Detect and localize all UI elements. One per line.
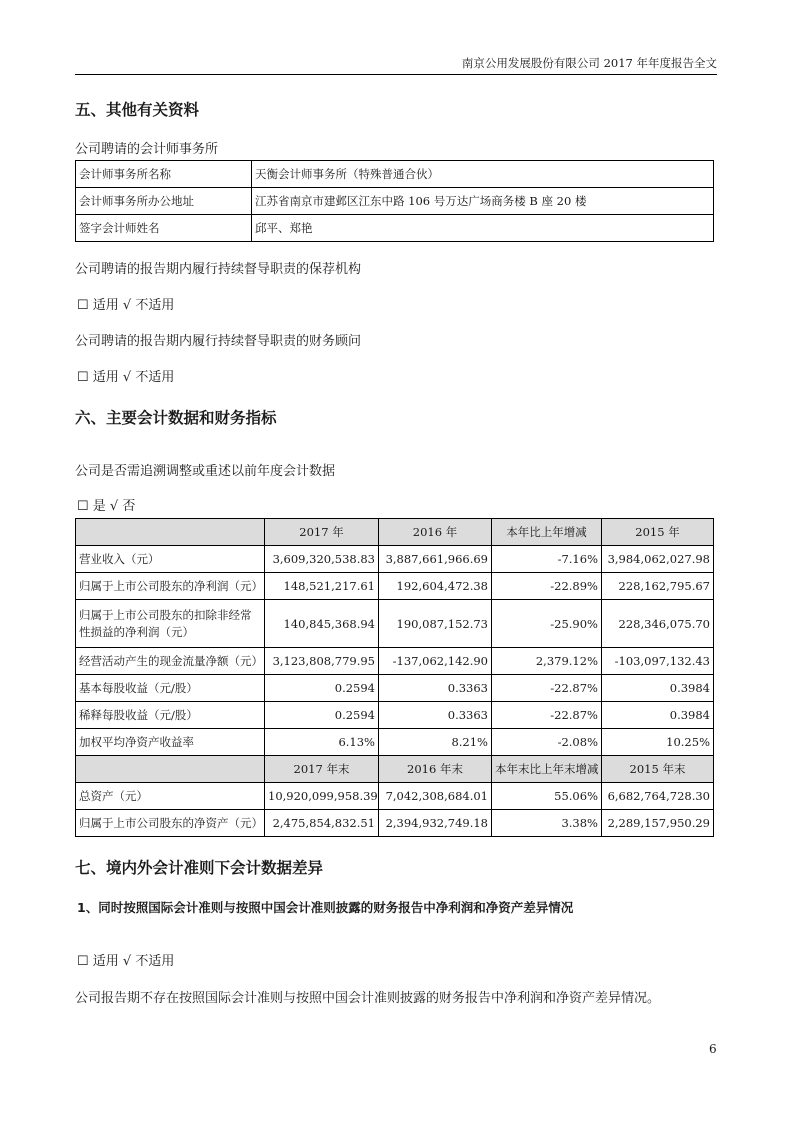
cell: 10.25% bbox=[602, 729, 714, 756]
firm-value: 邱平、郑艳 bbox=[252, 215, 714, 242]
subsection1-text: 公司报告期不存在按照国际会计准则与按照中国会计准则披露的财务报告中净利润和净资产差异情况。 bbox=[75, 991, 661, 1006]
cell: 0.2594 bbox=[265, 675, 379, 702]
header-cell: 2016 年 bbox=[379, 519, 492, 546]
header-cell bbox=[76, 519, 265, 546]
row-label: 营业收入（元） bbox=[76, 546, 265, 573]
cell: -25.90% bbox=[492, 600, 602, 648]
cell: 3,609,320,538.83 bbox=[265, 546, 379, 573]
row-label: 基本每股收益（元/股） bbox=[76, 675, 265, 702]
firm-label: 签字会计师姓名 bbox=[76, 215, 252, 242]
section6-heading: 六、主要会计数据和财务指标 bbox=[75, 409, 277, 427]
cell: 2,379.12% bbox=[492, 648, 602, 675]
firm-row bbox=[76, 161, 714, 188]
header-cell: 2015 年末 bbox=[602, 756, 714, 783]
firm-table bbox=[75, 160, 714, 242]
firm-intro-text: 公司聘请的会计师事务所 bbox=[75, 142, 219, 157]
sponsor-option: ☐ 适用 √ 不适用 bbox=[77, 298, 175, 313]
cell: 6,682,764,728.30 bbox=[602, 783, 714, 810]
section5-heading: 五、其他有关资料 bbox=[75, 101, 200, 119]
row-label: 稀释每股收益（元/股） bbox=[76, 702, 265, 729]
restate-text: 公司是否需追溯调整或重述以前年度会计数据 bbox=[75, 464, 336, 479]
table-row bbox=[76, 600, 714, 648]
table-row bbox=[76, 675, 714, 702]
cell: 3,984,062,027.98 bbox=[602, 546, 714, 573]
cell: -103,097,132.43 bbox=[602, 648, 714, 675]
row-label: 总资产（元） bbox=[76, 783, 265, 810]
row-label: 归属于上市公司股东的扣除非经常性损益的净利润（元） bbox=[76, 600, 265, 648]
table-row bbox=[76, 546, 714, 573]
cell: 7,042,308,684.01 bbox=[379, 783, 492, 810]
cell: 2,289,157,950.29 bbox=[602, 810, 714, 837]
firm-value: 江苏省南京市建邺区江东中路 106 号万达广场商务楼 B 座 20 楼 bbox=[252, 188, 714, 215]
cell: -7.16% bbox=[492, 546, 602, 573]
sponsor-text: 公司聘请的报告期内履行持续督导职责的保荐机构 bbox=[75, 262, 362, 277]
cell: -137,062,142.90 bbox=[379, 648, 492, 675]
subsection1-option: ☐ 适用 √ 不适用 bbox=[77, 954, 175, 969]
advisor-text: 公司聘请的报告期内履行持续督导职责的财务顾问 bbox=[75, 334, 362, 349]
header-cell: 2017 年 bbox=[265, 519, 379, 546]
header-cell: 本年比上年增减 bbox=[492, 519, 602, 546]
cell: 0.3363 bbox=[379, 675, 492, 702]
cell: 148,521,217.61 bbox=[265, 573, 379, 600]
table-row bbox=[76, 783, 714, 810]
cell: -2.08% bbox=[492, 729, 602, 756]
table-header-row bbox=[76, 756, 714, 783]
cell: 0.3363 bbox=[379, 702, 492, 729]
cell: 2,475,854,832.51 bbox=[265, 810, 379, 837]
row-label: 加权平均净资产收益率 bbox=[76, 729, 265, 756]
firm-label: 会计师事务所办公地址 bbox=[76, 188, 252, 215]
cell: 2,394,932,749.18 bbox=[379, 810, 492, 837]
table-row bbox=[76, 729, 714, 756]
header-cell: 2015 年 bbox=[602, 519, 714, 546]
table-row bbox=[76, 810, 714, 837]
cell: 3.38% bbox=[492, 810, 602, 837]
header-cell: 本年末比上年末增减 bbox=[492, 756, 602, 783]
row-label: 归属于上市公司股东的净利润（元） bbox=[76, 573, 265, 600]
cell: -22.89% bbox=[492, 573, 602, 600]
table-row bbox=[76, 573, 714, 600]
table-header-row bbox=[76, 519, 714, 546]
cell: 3,887,661,966.69 bbox=[379, 546, 492, 573]
firm-value: 天衡会计师事务所（特殊普通合伙） bbox=[252, 161, 714, 188]
cell: 0.2594 bbox=[265, 702, 379, 729]
table-row bbox=[76, 702, 714, 729]
cell: -22.87% bbox=[492, 675, 602, 702]
financial-table bbox=[75, 518, 714, 837]
cell: 8.21% bbox=[379, 729, 492, 756]
cell: 190,087,152.73 bbox=[379, 600, 492, 648]
cell: 10,920,099,958.39 bbox=[265, 783, 379, 810]
header-cell bbox=[76, 756, 265, 783]
cell: 6.13% bbox=[265, 729, 379, 756]
cell: 0.3984 bbox=[602, 675, 714, 702]
page-header bbox=[75, 56, 717, 75]
header-cell: 2017 年末 bbox=[265, 756, 379, 783]
restate-option: ☐ 是 √ 否 bbox=[77, 499, 136, 514]
firm-row bbox=[76, 215, 714, 242]
row-label: 经营活动产生的现金流量净额（元） bbox=[76, 648, 265, 675]
cell: 192,604,472.38 bbox=[379, 573, 492, 600]
table-row bbox=[76, 648, 714, 675]
subsection1-heading: 1、同时按照国际会计准则与按照中国会计准则披露的财务报告中净利润和净资产差异情况 bbox=[77, 900, 574, 915]
cell: 228,346,075.70 bbox=[602, 600, 714, 648]
cell: 140,845,368.94 bbox=[265, 600, 379, 648]
cell: 0.3984 bbox=[602, 702, 714, 729]
cell: 228,162,795.67 bbox=[602, 573, 714, 600]
row-label: 归属于上市公司股东的净资产（元） bbox=[76, 810, 265, 837]
page-number: 6 bbox=[709, 1042, 717, 1056]
cell: 3,123,808,779.95 bbox=[265, 648, 379, 675]
report-title: 南京公用发展股份有限公司 2017 年年度报告全文 bbox=[461, 56, 717, 70]
advisor-option: ☐ 适用 √ 不适用 bbox=[77, 370, 175, 385]
cell: 55.06% bbox=[492, 783, 602, 810]
cell: -22.87% bbox=[492, 702, 602, 729]
firm-row bbox=[76, 188, 714, 215]
section7-heading: 七、境内外会计准则下会计数据差异 bbox=[75, 859, 324, 877]
firm-label: 会计师事务所名称 bbox=[76, 161, 252, 188]
header-cell: 2016 年末 bbox=[379, 756, 492, 783]
